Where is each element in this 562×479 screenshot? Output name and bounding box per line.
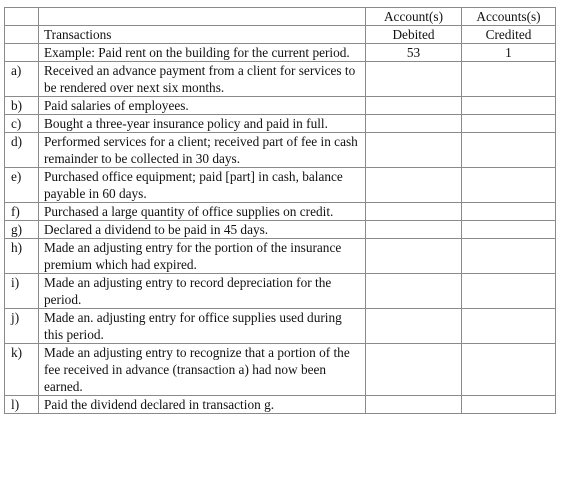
transaction-letter: j) (5, 309, 39, 344)
account-debited-cell[interactable] (366, 239, 462, 274)
account-credited-cell[interactable] (462, 62, 556, 97)
transaction-letter: f) (5, 203, 39, 221)
transaction-description: Bought a three-year insurance policy and paid in full. (39, 115, 366, 133)
header-credited: Credited (462, 26, 556, 44)
example-debited: 53 (366, 44, 462, 62)
transaction-description: Purchased a large quantity of office supplies on credit. (39, 203, 366, 221)
table-row (5, 274, 556, 309)
transaction-description: Made an. adjusting entry for office supplies used during this period. (39, 309, 366, 344)
account-credited-cell[interactable] (462, 309, 556, 344)
table-row (5, 309, 556, 344)
account-debited-cell[interactable] (366, 309, 462, 344)
table-row (5, 396, 556, 414)
transaction-letter: c) (5, 115, 39, 133)
transaction-description: Purchased office equipment; paid [part] in cash, balance payable in 60 days. (39, 168, 366, 203)
account-credited-cell[interactable] (462, 221, 556, 239)
transaction-description: Received an advance payment from a client for services to be rendered over next six months. (39, 62, 366, 97)
account-debited-cell[interactable] (366, 221, 462, 239)
header-debited: Debited (366, 26, 462, 44)
account-debited-cell[interactable] (366, 115, 462, 133)
account-credited-cell[interactable] (462, 97, 556, 115)
header-blank-cell (5, 8, 39, 26)
header-blank-cell (5, 26, 39, 44)
transactions-worksheet (4, 7, 556, 414)
transaction-description: Paid the dividend declared in transaction g. (39, 396, 366, 414)
transaction-letter: g) (5, 221, 39, 239)
transaction-letter: e) (5, 168, 39, 203)
transaction-description: Made an adjusting entry to record depreciation for the period. (39, 274, 366, 309)
table-row (5, 221, 556, 239)
account-credited-cell[interactable] (462, 274, 556, 309)
transaction-description: Paid salaries of employees. (39, 97, 366, 115)
example-credited: 1 (462, 44, 556, 62)
transaction-letter: d) (5, 133, 39, 168)
account-debited-cell[interactable] (366, 168, 462, 203)
table-row (5, 115, 556, 133)
header-account-debited-top: Account(s) (366, 8, 462, 26)
transactions-table (4, 7, 556, 414)
header-row-1 (5, 8, 556, 26)
transaction-letter: k) (5, 344, 39, 396)
example-letter-cell (5, 44, 39, 62)
account-credited-cell[interactable] (462, 396, 556, 414)
table-row (5, 203, 556, 221)
table-row (5, 133, 556, 168)
account-credited-cell[interactable] (462, 344, 556, 396)
account-debited-cell[interactable] (366, 133, 462, 168)
table-row (5, 239, 556, 274)
table-row (5, 168, 556, 203)
example-row (5, 44, 556, 62)
header-blank-cell (39, 8, 366, 26)
transaction-description: Performed services for a client; received part of fee in cash remainder to be collected in 30 days. (39, 133, 366, 168)
transaction-description: Declared a dividend to be paid in 45 days. (39, 221, 366, 239)
header-account-credited-top: Accounts(s) (462, 8, 556, 26)
header-transactions: Transactions (39, 26, 366, 44)
transaction-letter: h) (5, 239, 39, 274)
table-row (5, 344, 556, 396)
account-credited-cell[interactable] (462, 239, 556, 274)
account-debited-cell[interactable] (366, 396, 462, 414)
transaction-letter: a) (5, 62, 39, 97)
header-row-2 (5, 26, 556, 44)
account-credited-cell[interactable] (462, 168, 556, 203)
account-credited-cell[interactable] (462, 115, 556, 133)
account-debited-cell[interactable] (366, 62, 462, 97)
transaction-description: Made an adjusting entry to recognize that a portion of the fee received in advance (transaction a) had now been earned. (39, 344, 366, 396)
transaction-letter: l) (5, 396, 39, 414)
account-credited-cell[interactable] (462, 203, 556, 221)
account-credited-cell[interactable] (462, 133, 556, 168)
account-debited-cell[interactable] (366, 344, 462, 396)
transaction-letter: b) (5, 97, 39, 115)
example-description: Example: Paid rent on the building for the current period. (39, 44, 366, 62)
account-debited-cell[interactable] (366, 203, 462, 221)
table-row (5, 97, 556, 115)
account-debited-cell[interactable] (366, 274, 462, 309)
table-row (5, 62, 556, 97)
transaction-letter: i) (5, 274, 39, 309)
transaction-description: Made an adjusting entry for the portion of the insurance premium which had expired. (39, 239, 366, 274)
account-debited-cell[interactable] (366, 97, 462, 115)
